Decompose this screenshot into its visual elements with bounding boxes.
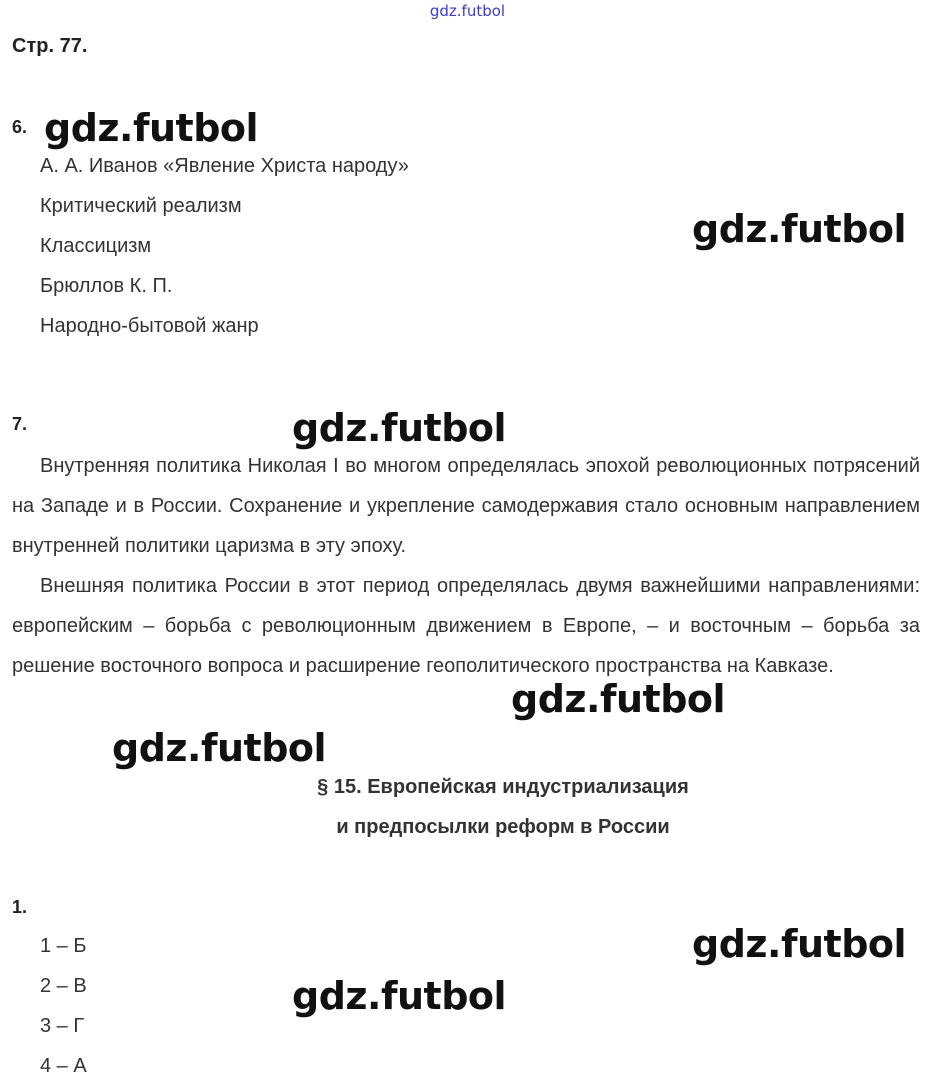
watermark: gdz.futbol [692, 922, 907, 966]
section-title-line-2: и предпосылки реформ в России [336, 816, 670, 838]
watermark: gdz.futbol [44, 106, 259, 150]
task-7-number: 7. [12, 414, 28, 434]
watermark: gdz.futbol [292, 406, 507, 450]
paragraph: Внешняя политика России в этот период определялась двумя важнейшими направлениями: европейским – борьба с революционным движением в Европе, – и восточным – борьба за решение восточного вопроса и расширение геополитического пространства на Кавказе. [12, 575, 920, 677]
task-1-item: 2 – В [40, 975, 87, 997]
watermark: gdz.futbol [692, 207, 907, 251]
task-6-item: Брюллов К. П. [40, 275, 173, 297]
paragraph: Внутренняя политика Николая I во многом определялась эпохой революционных потрясений на Западе и в России. Сохранение и укрепление самодержавия стало основным направлением внутренней политики царизма в эту эпоху. [12, 455, 920, 557]
task-6-number: 6. [12, 117, 28, 137]
task-6-item: Народно-бытовой жанр [40, 315, 259, 337]
top-watermark: gdz.futbol [429, 2, 506, 20]
watermark: gdz.futbol [511, 677, 726, 721]
task-6-item: А. А. Иванов «Явление Христа народу» [40, 155, 409, 177]
task-7-text [12, 446, 920, 686]
task-1-item: 4 – А [40, 1055, 87, 1077]
watermark: gdz.futbol [112, 726, 327, 770]
task-1-number: 1. [12, 897, 28, 917]
section-title-line-1: § 15. Европейская индустриализация [317, 776, 689, 798]
task-6-item: Критический реализм [40, 195, 242, 217]
watermark: gdz.futbol [292, 974, 507, 1018]
task-6-item: Классицизм [40, 235, 152, 257]
page-label: Стр. 77. [12, 35, 88, 57]
task-1-item: 1 – Б [40, 935, 87, 957]
task-1-item: 3 – Г [40, 1015, 85, 1037]
